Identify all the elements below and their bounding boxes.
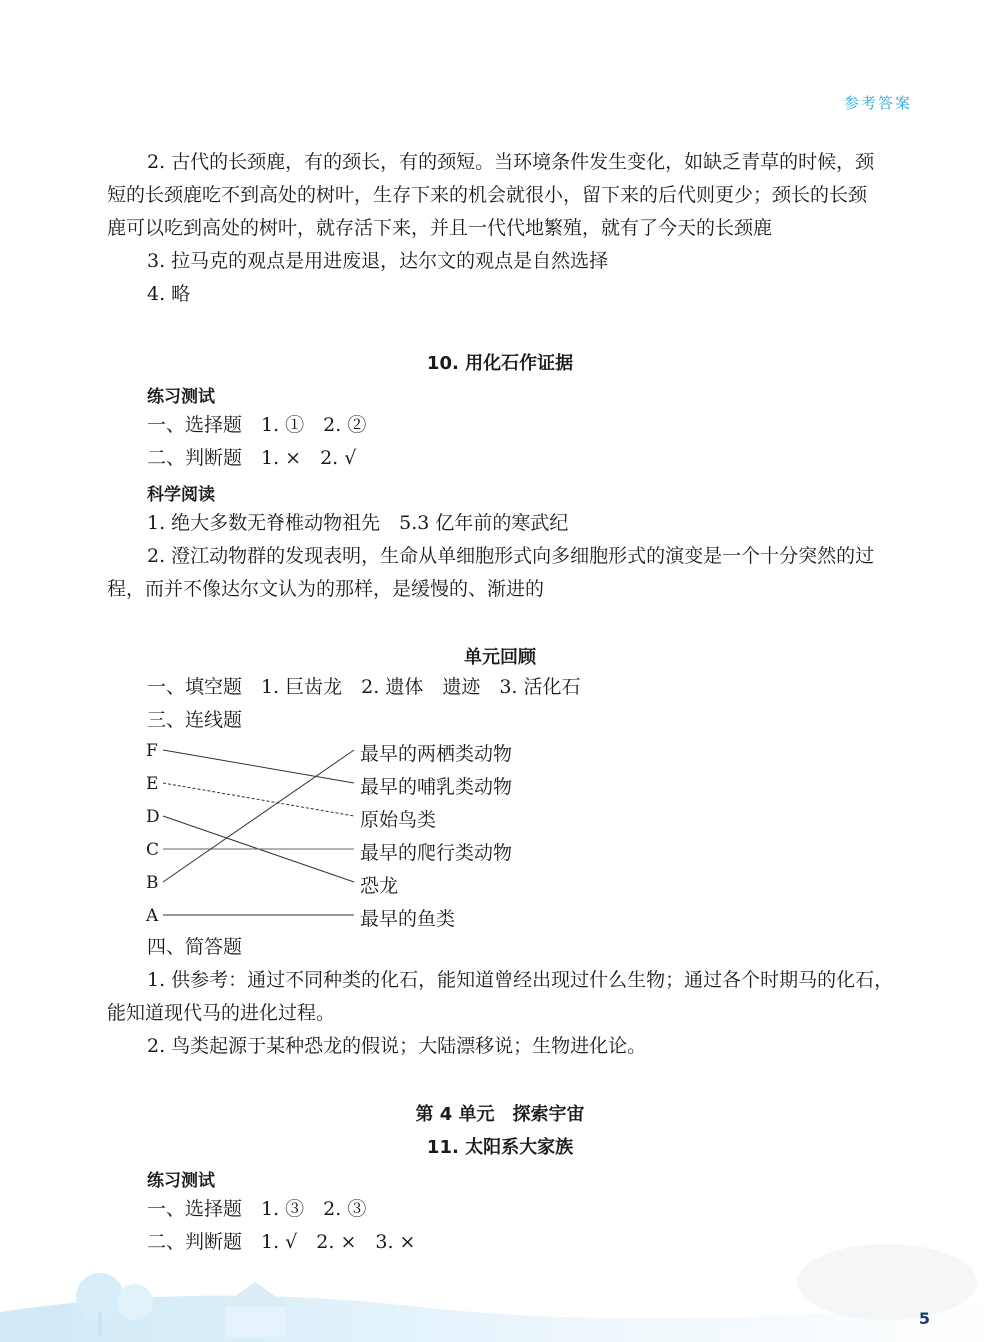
match-letter: D (146, 807, 160, 827)
answer-line: 1. 供参考：通过不同种类的化石，能知道曾经出现过什么生物；通过各个时期马的化石， (147, 969, 894, 991)
match-label: 恐龙 (360, 875, 399, 897)
match-line (163, 750, 354, 783)
match-line (163, 750, 354, 882)
unit-title: 第 4 单元 探索宇宙 (415, 1104, 585, 1125)
match-label: 最早的鱼类 (360, 908, 456, 930)
section-title: 单元回顾 (464, 647, 536, 668)
section-subhead: 科学阅读 (147, 485, 215, 505)
page-number: 5 (918, 1309, 930, 1328)
header-label: 参考答案 (843, 94, 912, 112)
match-label: 最早的哺乳类动物 (360, 776, 513, 798)
paragraph-line: 鹿可以吃到高处的树叶，就存活下来，并且一代代地繁殖，就有了今天的长颈鹿 (107, 217, 773, 239)
match-label: 原始鸟类 (360, 809, 437, 831)
watermark-logo (792, 1242, 982, 1332)
answer-line: 三、连线题 (147, 709, 243, 731)
match-label: 最早的爬行类动物 (360, 842, 513, 864)
answer-line: 2. 鸟类起源于某种恐龙的假说；大陆漂移说；生物进化论。 (147, 1035, 647, 1057)
match-letter: B (146, 873, 159, 893)
answer-line: 四、简答题 (147, 936, 243, 958)
paragraph-line: 2. 古代的长颈鹿，有的颈长，有的颈短。当环境条件发生变化，如缺乏青草的时候，颈 (147, 151, 875, 173)
lesson-title: 11. 太阳系大家族 (426, 1137, 574, 1158)
section-subhead: 练习测试 (147, 387, 215, 407)
lesson-title: 10. 用化石作证据 (426, 353, 574, 374)
match-letter: F (146, 741, 158, 761)
answer-line: 二、判断题 1. × 2. √ (147, 447, 357, 469)
answer-line: 程，而并不像达尔文认为的那样，是缓慢的、渐进的 (107, 578, 545, 600)
paragraph-line: 3. 拉马克的观点是用进废退，达尔文的观点是自然选择 (147, 250, 609, 272)
match-letter: C (146, 840, 160, 860)
section-subhead: 练习测试 (147, 1171, 215, 1191)
match-label: 最早的两栖类动物 (360, 743, 513, 765)
answer-line: 2. 澄江动物群的发现表明，生命从单细胞形式向多细胞形式的演变是一个十分突然的过 (147, 545, 875, 567)
paragraph-line: 短的长颈鹿吃不到高处的树叶，生存下来的机会就很小，留下来的后代则更少；颈长的长颈 (107, 184, 868, 206)
answer-line: 1. 绝大多数无脊椎动物祖先 5.3 亿年前的寒武纪 (147, 512, 569, 534)
paragraph-line: 4. 略 (147, 283, 191, 305)
match-letter: E (146, 774, 159, 794)
answer-line: 一、选择题 1. ③ 2. ③ (147, 1198, 367, 1220)
answer-line: 一、填空题 1. 巨齿龙 2. 遗体 遗迹 3. 活化石 (147, 676, 581, 698)
match-line (163, 783, 354, 816)
match-letter: A (146, 906, 159, 926)
match-line (163, 816, 354, 882)
answer-line: 一、选择题 1. ① 2. ② (147, 414, 367, 436)
answer-line: 二、判断题 1. √ 2. × 3. × (147, 1231, 416, 1253)
answer-line: 能知道现代马的进化过程。 (107, 1002, 336, 1024)
